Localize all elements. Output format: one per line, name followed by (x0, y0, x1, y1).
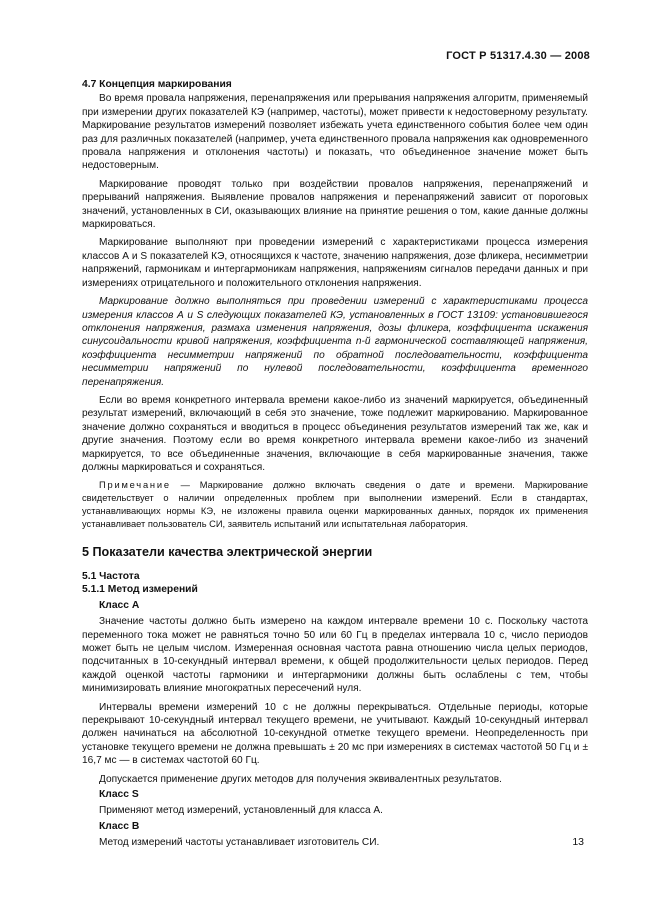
paragraph: Во время провала напряжения, перенапряжения или прерывания напряжения алгоритм, применяемый при измерении других показателей КЭ (например, частоты), может привести к недостоверному результату. Маркирование результатов измерений позволяет избежать учета единственного события более чем один раз для различных показателей (например, учета единственного провала напряжения как одновременного провала напряжения и отклонения частоты) и показать, что объединенное значение может быть недостоверным. (82, 93, 588, 172)
section-5-1-1-heading: 5.1.1 Метод измерений (82, 584, 198, 596)
paragraph: Метод измерений частоты устанавливает изготовитель СИ. (99, 837, 380, 849)
class-b-heading: Класс В (99, 820, 140, 832)
section-5-1-heading: 5.1 Частота (82, 570, 140, 582)
paragraph: Маркирование проводят только при воздействии провалов напряжения, перенапряжений и прерываний напряжения. Выявление провалов напряжения и перенапряжений зависит от пороговых значений, установленных в СИ, оказывающих влияние на принятие решения о том, какие данные должны маркироваться. (82, 178, 588, 231)
page-header: ГОСТ Р 51317.4.30 — 2008 (446, 50, 590, 62)
page-content (82, 78, 588, 850)
paragraph: Маркирование выполняют при проведении измерений с характеристиками процесса измерения классов А и S показателей КЭ, относящихся к частоте, значению напряжения, дозе фликера, несимметрии напряжений, гармоникам и интергармоникам напряжения, напряжениям сигналов передачи данных и при измерениях отрицательного и положительного отклонения напряжения. (82, 237, 588, 289)
note-label: Примечание (99, 480, 171, 491)
paragraph: Интервалы времени измерений 10 с не должны перекрываться. Отдельные периоды, которые перекрывают 10-секундный интервал текущего времени, не учитывают. Каждый 10-секундный интервал должен начинаться на абсолютной 10-секундной отметке текущего времени. Неопределенность при установке текущего времени не должна превышать ± 20 мс при измерениях в системах частотой 50 Гц и ± 16,7 мс — в системах частотой 60 Гц. (82, 701, 588, 767)
paragraph: Если во время конкретного интервала времени какое-либо из значений маркируется, объединенный результат измерений, включающий в себя это значение, тоже подлежит маркированию. Маркированное значение должно сохраняться и вводиться в процесс объединения результатов измерений так же, как и другие значения. Поэтому если во время конкретного интервала времени какое-либо из значений маркируется, то все объединенные значения, включающие в себя маркированные значения, также должны маркироваться и сохраняться. (82, 394, 588, 473)
section-4-7-heading: 4.7 Концепция маркирования (82, 79, 232, 90)
paragraph: Допускается применение других методов для получения эквивалентных результатов. (99, 773, 502, 785)
page-number: 13 (572, 836, 584, 848)
note (82, 479, 588, 530)
paragraph: Применяют метод измерений, установленный для класса А. (99, 805, 383, 817)
class-s-heading: Класс S (99, 789, 139, 801)
paragraph-italic: Маркирование должно выполняться при проведении измерений с характеристиками процесса измерения классов А и S следующих показателей КЭ, установленных в ГОСТ 13109: установившегося отклонения напряжения, размаха изменения напряжения, дозы фликера, коэффициента искажения синусоидальности кривой напряжения, коэффициента n-й гармонической составляющей напряжения, коэффициента несимметрии напряжений по обратной последовательности, коэффициента несимметрии напряжений по нулевой последовательности, коэффициента временного перенапряжения. (82, 296, 588, 388)
paragraph: Значение частоты должно быть измерено на каждом интервале времени 10 с. Поскольку частота переменного тока может не равняться точно 50 или 60 Гц в пределах интервала 10 с, число периодов может быть не целым числом. Измеренная основная частота равна отношению числа целых периодов, подсчитанных в 10-секундный интервал времени, к общей продолжительности целых периодов. Перед каждой оценкой частоты гармоники и интергармоники должны быть ослаблены с тем, чтобы минимизировать влияние многократных пересечений нуля. (82, 616, 588, 695)
note-text: — Маркирование должно включать сведения о дате и времени. Маркирование свидетельствует о наличии определенных проблем при выполнении измерений. Если в стандартах, устанавливающих нормы КЭ, не изложены правила оценки маркированных данных, порядок их применения устанавливает пользователь СИ, заявитель испытаний или испытательная лаборатория. (82, 480, 588, 529)
class-a-heading: Класс А (99, 599, 140, 611)
section-5-heading: 5 Показатели качества электрической энергии (82, 544, 373, 559)
